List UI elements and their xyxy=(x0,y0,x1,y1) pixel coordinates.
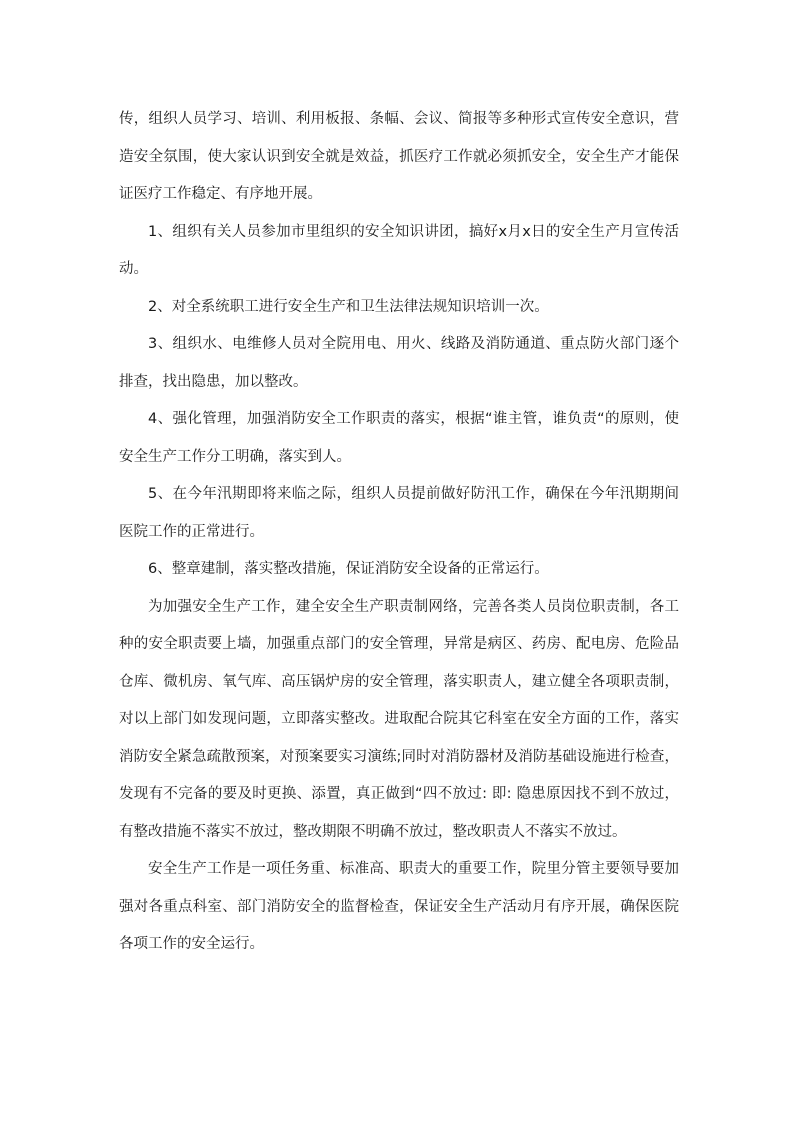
paragraph-item-5: 5、在今年汛期即将来临之际，组织人员提前做好防汛工作，确保在今年汛期期间医院工作的正常进行。 xyxy=(119,486,679,540)
paragraph-item-3: 3、组织水、电维修人员对全院用电、用火、线路及消防通道、重点防火部门逐个排查，找出隐患，加以整改。 xyxy=(119,336,679,390)
paragraph-safety-responsibility: 为加强安全生产工作，建全安全生产职责制网络，完善各类人员岗位职责制，各工种的安全职责要上墙，加强重点部门的安全管理，异常是病区、药房、配电房、危险品仓库、微机房、氧气库、高压锅炉房的安全管理，落实职责人，建立健全各项职责制，对以上部门如发现问题，立即落实整改。进取配合院其它科室在安全方面的工作，落实消防安全紧急疏散预案，对预案要实习演练;同时对消防器材及消防基础设施进行检查，发现有不完备的要及时更换、添置，真正做到“四不放过: 即: 隐患原因找不到不放过，有整改措施不落实不放过，整改期限不明确不放过，整改职责人不落实不放过。 xyxy=(119,598,679,840)
paragraph-item-6: 6、整章建制，落实整改措施，保证消防安全设备的正常运行。 xyxy=(148,561,549,577)
paragraph-intro: 传，组织人员学习、培训、利用板报、条幅、会议、简报等多种形式宣传安全意识，营造安全氛围，使大家认识到安全就是效益，抓医疗工作就必须抓安全，安全生产才能保证医疗工作稳定、有序地开展。 xyxy=(119,111,679,202)
paragraph-item-4: 4、强化管理，加强消防安全工作职责的落实，根据“谁主管，谁负责“的原则，使安全生产工作分工明确，落实到人。 xyxy=(119,411,679,465)
paragraph-conclusion: 安全生产工作是一项任务重、标准高、职责大的重要工作，院里分管主要领导要加强对各重点科室、部门消防安全的监督检查，保证安全生产活动月有序开展，确保医院各项工作的安全运行。 xyxy=(119,861,679,952)
document-body xyxy=(119,101,679,964)
paragraph-item-2: 2、对全系统职工进行安全生产和卫生法律法规知识培训一次。 xyxy=(148,298,549,315)
paragraph-item-1: 1、组织有关人员参加市里组织的安全知识讲团，搞好x月x日的安全生产月宣传活动。 xyxy=(119,223,679,277)
